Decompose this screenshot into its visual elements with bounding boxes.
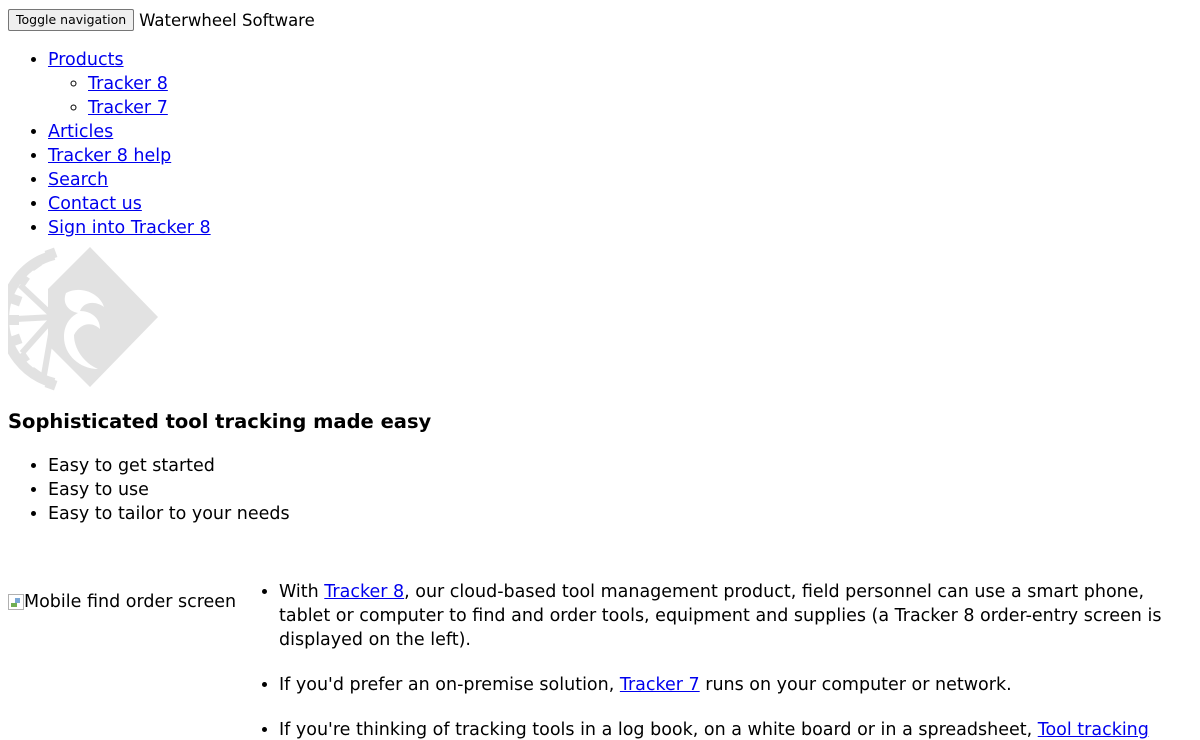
feature-item-tracker8	[279, 580, 1191, 652]
nav-item-search	[48, 168, 211, 192]
feature-text: If you're thinking of tracking tools in a log book, on a white board or in a spreadsheet,	[279, 720, 1038, 740]
mobile-find-order-image	[8, 590, 236, 614]
feature-text: With	[279, 582, 325, 602]
benefit-item: • Easy to tailor to your needs	[48, 502, 290, 526]
toggle-navigation-button[interactable]: Toggle navigation	[8, 9, 134, 31]
top-bar	[8, 8, 315, 32]
benefit-item: • Easy to get started	[48, 454, 290, 478]
benefit-item: • Easy to use	[48, 478, 290, 502]
feature-text: runs on your computer or network.	[699, 675, 1012, 695]
tool-tracking-link[interactable]: Tool tracking	[1037, 720, 1149, 740]
nav-item-help	[48, 144, 211, 168]
tracker8-link[interactable]: Tracker 8	[324, 582, 405, 602]
easy-benefits-list	[48, 454, 290, 526]
nav-link-contact[interactable]: Contact us	[48, 194, 142, 214]
nav-link-products[interactable]: Products	[48, 50, 124, 70]
feature-text: If you'd prefer an on-premise solution,	[279, 675, 620, 695]
nav-link-tracker8[interactable]: Tracker 8	[88, 74, 168, 94]
nav-link-tracker7[interactable]: Tracker 7	[88, 98, 168, 118]
products-submenu	[48, 72, 211, 120]
nav-link-signin[interactable]: Sign into Tracker 8	[48, 218, 211, 238]
nav-link-help[interactable]: Tracker 8 help	[48, 146, 172, 166]
brand-name[interactable]: Waterwheel Software	[139, 10, 315, 30]
nav-item-signin	[48, 216, 211, 240]
feature-list	[279, 580, 1191, 740]
nav-item-articles	[48, 120, 211, 144]
feature-item-tracker7	[279, 673, 1191, 697]
nav-item-contact	[48, 192, 211, 216]
main-nav	[48, 48, 211, 240]
image-alt-text: Mobile find order screen	[24, 592, 237, 612]
nav-link-articles[interactable]: Articles	[48, 122, 114, 142]
nav-link-search[interactable]: Search	[48, 170, 109, 190]
nav-item-tracker8	[88, 72, 211, 96]
feature-text: , our cloud-based tool management product, field personnel can use a smart phone, tablet or computer to find and order tools, equipment and supplies (a Tracker 8 order-entry screen is displayed on the left).	[279, 582, 1162, 650]
tracker7-link[interactable]: Tracker 7	[619, 675, 700, 695]
waterwheel-logo[interactable]	[8, 245, 160, 395]
page-headline: Sophisticated tool tracking made easy	[8, 410, 432, 433]
broken-image-icon	[8, 594, 24, 610]
nav-item-products	[48, 48, 211, 120]
feature-item-tool-tracking	[279, 718, 1191, 740]
nav-item-tracker7	[88, 96, 211, 120]
